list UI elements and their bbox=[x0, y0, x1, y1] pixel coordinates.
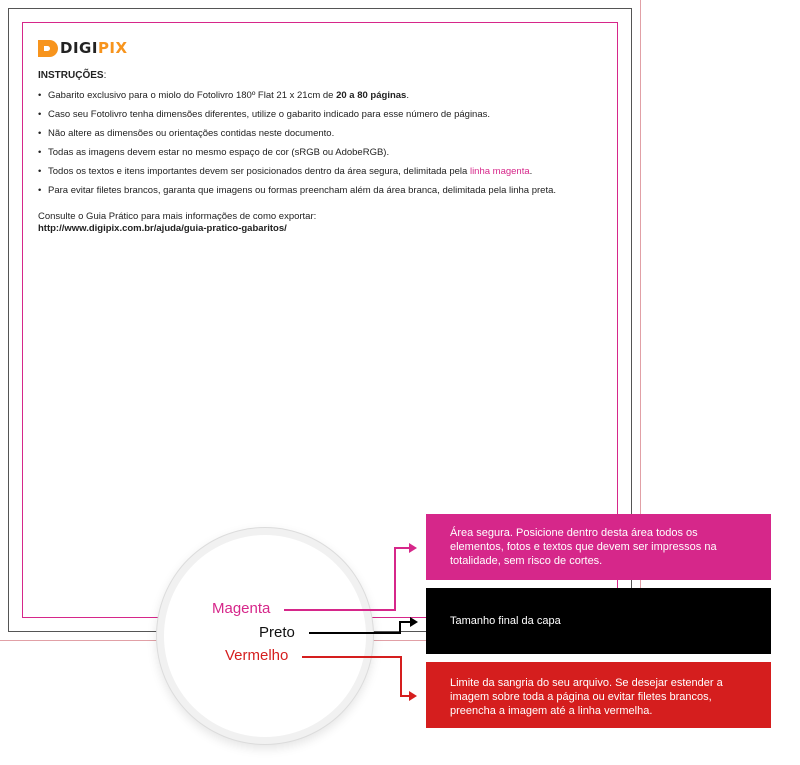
guide-link[interactable]: http://www.digipix.com.br/ajuda/guia-pratico-gabaritos/ bbox=[38, 223, 287, 234]
red-connector bbox=[400, 656, 402, 697]
safe-area-info-box: Área segura. Posicione dentro desta área todos os elementos, fotos e textos que devem ser impressos na totalidade, sem risco de cortes. bbox=[426, 514, 771, 580]
instruction-item: • Caso seu Fotolivro tenha dimensões diferentes, utilize o gabarito indicado para esse número de páginas. bbox=[38, 109, 608, 121]
magenta-connector bbox=[394, 547, 410, 549]
instruction-item: • Gabarito exclusivo para o miolo do Fotolivro 180º Flat 21 x 21cm de 20 a 80 páginas. bbox=[38, 90, 608, 102]
instruction-item: • Todos os textos e itens importantes devem ser posicionados dentro da área segura, delimitada pela linha magenta. bbox=[38, 166, 608, 178]
black-arrow-icon bbox=[410, 617, 418, 627]
magenta-connector bbox=[394, 547, 396, 611]
magenta-line-highlight: linha magenta bbox=[469, 166, 530, 177]
instructions-title: INSTRUÇÕES: bbox=[38, 70, 107, 81]
instruction-item: • Não altere as dimensões ou orientações contidas neste documento. bbox=[38, 128, 608, 140]
bleed-info-box: Limite da sangria do seu arquivo. Se desejar estender a imagem sobre toda a página ou evitar filetes brancos, preencha a imagem até a linha vermelha. bbox=[426, 662, 771, 728]
digipix-logo bbox=[38, 38, 608, 58]
red-connector bbox=[302, 656, 402, 658]
logo-wordmark: DIGIPIX bbox=[60, 39, 128, 57]
instruction-item: • Para evitar filetes brancos, garanta que imagens ou formas preencham além da área branca, delimitada pela linha preta. bbox=[38, 185, 608, 197]
legend-vermelho-label: Vermelho bbox=[225, 647, 289, 664]
legend-magenta-label: Magenta bbox=[212, 600, 271, 617]
magenta-arrow-icon bbox=[409, 543, 417, 553]
instruction-item: • Todas as imagens devem estar no mesmo espaço de cor (sRGB ou AdobeRGB). bbox=[38, 147, 608, 159]
black-connector bbox=[309, 632, 401, 634]
trim-size-info-box: Tamanho final da capa bbox=[426, 588, 771, 654]
magenta-connector bbox=[284, 609, 396, 611]
instructions-list bbox=[38, 90, 608, 197]
legend-preto-label: Preto bbox=[259, 624, 295, 641]
consult-text: Consulte o Guia Prático para mais informações de como exportar: bbox=[38, 211, 317, 222]
instructions-panel bbox=[38, 38, 608, 235]
digipix-logo-icon bbox=[38, 40, 58, 57]
red-arrow-icon bbox=[409, 691, 417, 701]
